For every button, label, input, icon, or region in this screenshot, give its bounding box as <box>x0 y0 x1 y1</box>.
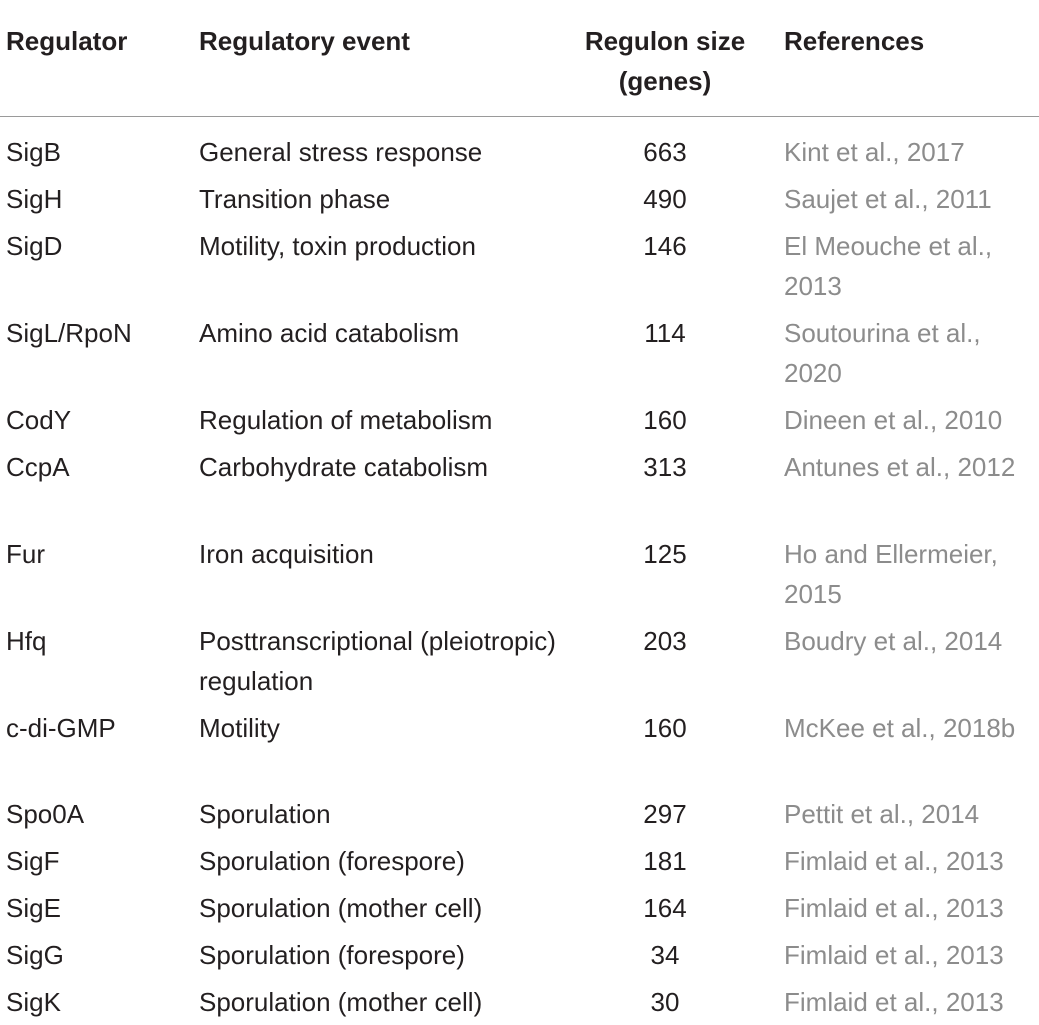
cell-event: Motility <box>199 713 280 743</box>
cell-event: General stress response <box>199 137 483 167</box>
cell-size: 30 <box>650 987 680 1017</box>
cell-size: 203 <box>643 626 687 656</box>
cell-size: 125 <box>643 539 687 569</box>
cell-regulator: Spo0A <box>6 799 85 829</box>
cell-event: Iron acquisition <box>199 539 374 569</box>
cell-event: Sporulation (mother cell) <box>199 893 483 923</box>
cell-regulator: CcpA <box>6 452 70 482</box>
header-divider <box>0 116 1039 117</box>
header-references: References <box>784 26 925 56</box>
cell-event: Carbohydrate catabolism <box>199 452 489 482</box>
cell-regulator: SigH <box>6 184 63 214</box>
cell-reference: Soutourina et al., 2020 <box>784 318 981 388</box>
cell-size: 146 <box>643 231 687 261</box>
cell-event: Posttranscriptional (pleiotropic) regulation <box>199 626 556 696</box>
cell-reference: Dineen et al., 2010 <box>784 405 1003 435</box>
header-regulatory-event: Regulatory event <box>199 26 410 56</box>
cell-regulator: SigF <box>6 846 60 876</box>
cell-regulator: SigD <box>6 231 63 261</box>
cell-size: 164 <box>643 893 687 923</box>
cell-reference: Pettit et al., 2014 <box>784 799 980 829</box>
cell-regulator: SigK <box>6 987 61 1017</box>
cell-regulator: c-di-GMP <box>6 713 116 743</box>
cell-regulator: SigE <box>6 893 61 923</box>
cell-regulator: Hfq <box>6 626 47 656</box>
cell-reference: Boudry et al., 2014 <box>784 626 1003 656</box>
cell-reference: Kint et al., 2017 <box>784 137 965 167</box>
cell-event: Sporulation (forespore) <box>199 846 465 876</box>
cell-regulator: SigB <box>6 137 61 167</box>
header-regulator: Regulator <box>6 26 128 56</box>
cell-event: Motility, toxin production <box>199 231 476 261</box>
cell-size: 490 <box>643 184 687 214</box>
cell-reference: Fimlaid et al., 2013 <box>784 846 1004 876</box>
cell-reference: Antunes et al., 2012 <box>784 452 1016 482</box>
cell-event: Sporulation <box>199 799 331 829</box>
cell-size: 663 <box>643 137 687 167</box>
cell-event: Sporulation (mother cell) <box>199 987 483 1017</box>
cell-reference: Saujet et al., 2011 <box>784 184 992 214</box>
cell-reference: Fimlaid et al., 2013 <box>784 893 1004 923</box>
cell-size: 313 <box>643 452 687 482</box>
cell-event: Sporulation (forespore) <box>199 940 465 970</box>
cell-size: 297 <box>643 799 687 829</box>
cell-event: Amino acid catabolism <box>199 318 460 348</box>
cell-event: Regulation of metabolism <box>199 405 493 435</box>
cell-regulator: Fur <box>6 539 45 569</box>
cell-reference: Ho and Ellermeier, 2015 <box>784 539 998 609</box>
header-regulon-size: Regulon size (genes) <box>584 26 746 96</box>
cell-reference: Fimlaid et al., 2013 <box>784 987 1004 1017</box>
cell-size: 34 <box>650 940 680 970</box>
table-header <box>0 0 1039 117</box>
cell-reference: Fimlaid et al., 2013 <box>784 940 1004 970</box>
cell-reference: El Meouche et al., 2013 <box>784 231 993 301</box>
cell-regulator: SigG <box>6 940 64 970</box>
cell-size: 160 <box>643 713 687 743</box>
cell-reference: McKee et al., 2018b <box>784 713 1016 743</box>
cell-regulator: CodY <box>6 405 72 435</box>
cell-event: Transition phase <box>199 184 391 214</box>
cell-size: 181 <box>643 846 687 876</box>
cell-size: 160 <box>643 405 687 435</box>
cell-size: 114 <box>644 318 686 348</box>
cell-regulator: SigL/RpoN <box>6 318 132 348</box>
